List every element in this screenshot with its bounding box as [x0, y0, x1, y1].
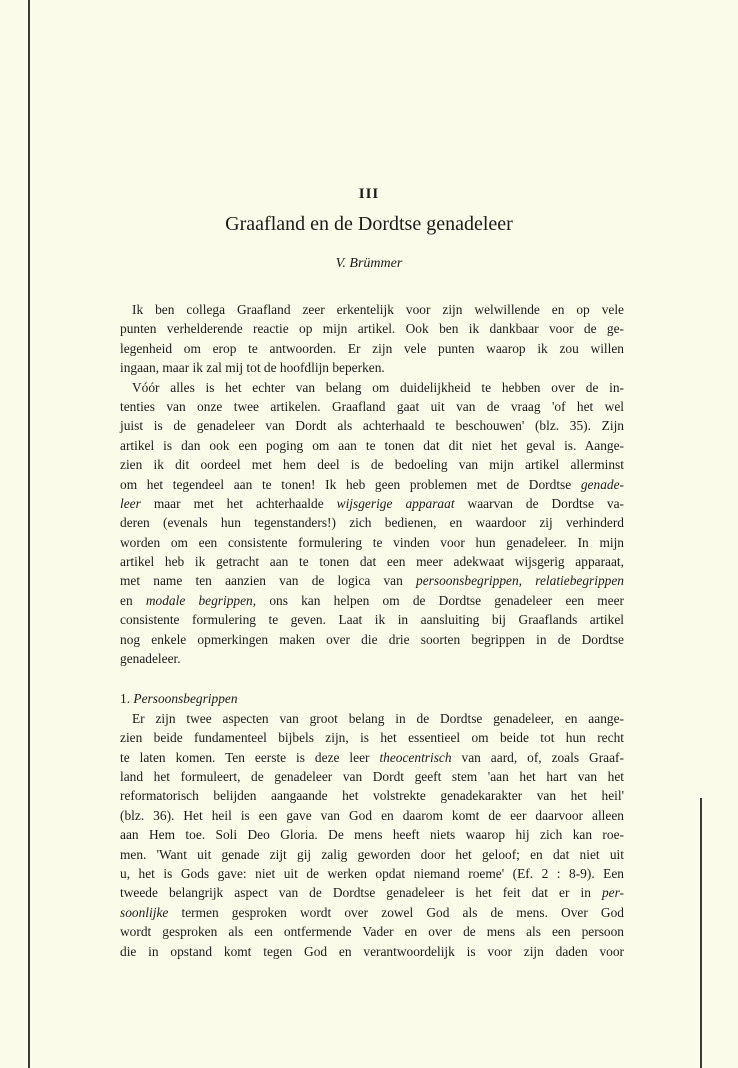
section-1-line: zien beide fundamenteel bijbels zijn, is het essentieel om beide tot hun recht — [120, 730, 624, 746]
text-run: te laten komen. Ten eerste is deze leer — [120, 749, 370, 765]
text-run: met name ten aanzien van de logica van — [120, 573, 403, 589]
paragraph-1-line: ingaan, maar ik zal mij tot de hoofdlijn beperken. — [120, 360, 385, 376]
body-text — [120, 300, 624, 961]
paragraph-2-line: worden om een consistente formulering te vinden voor hun genadeleer. In mijn — [120, 534, 624, 550]
paragraph-2-line: Vóór alles is het echter van belang om duidelijkheid te hebben over de in- — [132, 379, 624, 395]
emphasis-run: wijsgerige apparaat — [336, 495, 455, 511]
article-author: V. Brümmer — [335, 256, 403, 271]
section-1-line: wordt gesproken als een ontfermende Vader en over de mens als een persoon — [120, 924, 624, 940]
paragraph-2-line: juist is de genadeleer van Dordt als achterhaald te beschouwen' (blz. 35). Zijn — [120, 418, 624, 434]
text-run: waarvan de Dordtse va- — [467, 495, 624, 511]
section-1-line: reformatorisch belijden aangaande het volstrekte genadekarakter van het heil' — [120, 788, 624, 804]
section-1-line: Er zijn twee aspecten van groot belang in de Dordtse genadeleer, en aange- — [132, 710, 624, 726]
section-number: 1. — [120, 691, 131, 707]
section-heading — [120, 689, 624, 708]
paragraph-2-line: consistente formulering te geven. Laat ik in aansluiting bij Graaflands artikel — [120, 612, 624, 628]
paragraph-1-line: punten verhelderende reactie op mijn artikel. Ook ben ik dankbaar voor de ge- — [120, 321, 624, 337]
text-run: termen gesproken wordt over zowel God als de mens. Over God — [181, 904, 624, 920]
section-1-line — [120, 903, 624, 922]
paragraph-2-line: tenties van onze twee artikelen. Graafland gaat uit van de vraag 'of het wel — [120, 398, 624, 414]
paragraph-2-line: zien ik dit oordeel met hem deel is de bedoeling van mijn artikel allerminst — [120, 457, 624, 473]
emphasis-run: modale begrippen, — [145, 592, 257, 608]
section-title: Persoonsbegrippen — [133, 691, 238, 707]
paragraph-2-line — [120, 591, 624, 610]
emphasis-run: soonlijke — [120, 904, 169, 920]
emphasis-run: persoonsbegrippen, relatiebegrippen — [416, 573, 624, 589]
emphasis-run: leer — [120, 495, 141, 511]
emphasis-run: genade- — [580, 476, 624, 492]
paragraph-2-line: genadeleer. — [120, 651, 181, 667]
paragraph-1-line: legenheid om erop te antwoorden. Er zijn vele punten waarop ik zou willen — [120, 340, 624, 356]
paragraph-2-line: artikel is dan ook een poging om aan te tonen dat dit niet het geval is. Aange- — [120, 437, 624, 453]
section-1-line: u, het is Gods gave: niet uit de werken opdat niemand roeme' (Ef. 2 : 8-9). Een — [120, 865, 624, 881]
emphasis-run: per- — [601, 885, 624, 901]
text-run: om het tegendeel aan te tonen! Ik heb geen problemen met de Dordtse — [120, 476, 572, 492]
paragraph-2-line — [120, 494, 624, 513]
chapter-number: III — [358, 186, 380, 202]
text-run: ons kan helpen om de Dordtse genadeleer een meer — [269, 592, 624, 608]
text-run: maar met het achterhaalde — [153, 495, 324, 511]
paragraph-1-line: Ik ben collega Graafland zeer erkentelijk voor zijn welwillende en op vele — [132, 302, 624, 317]
section-1-line: (blz. 36). Het heil is een gave van God en daarom komt de eer daarvoor alleen — [120, 807, 624, 823]
section-1-line — [120, 748, 624, 767]
paragraph-2-line — [120, 475, 624, 494]
paragraph-2-line: deren (evenals hun tegenstanders!) zich bedienen, en waardoor zij verhinderd — [120, 515, 624, 531]
emphasis-run: theocentrisch — [379, 749, 452, 765]
article-title: Graafland en de Dordtse genadeleer — [225, 213, 513, 235]
section-1-line: men. 'Want uit genade zijt gij zalig geworden door het geloof; en dat niet uit — [120, 846, 624, 862]
section-1-line: aan Hem toe. Soli Deo Gloria. De mens heeft niets waarop hij zich kan roe- — [120, 827, 624, 843]
text-run: tweede belangrijk aspect van de Dordtse genadeleer is het feit dat er in — [120, 885, 591, 901]
text-run: van aard, of, zoals Graaf- — [461, 749, 624, 765]
paragraph-2-line: artikel heb ik getracht aan te tonen dat een meer adekwaat wijsgerig apparaat, — [120, 554, 624, 570]
paragraph-2-line: nog enkele opmerkingen maken over die drie soorten begrippen in de Dordtse — [120, 631, 624, 647]
text-run: en — [120, 592, 133, 608]
paragraph-2-line — [120, 571, 624, 590]
section-1-line — [120, 883, 624, 902]
section-1-line: die in opstand komt tegen God en verantwoordelijk is voor zijn daden voor — [120, 943, 624, 959]
section-1-line: land het formuleert, de genadeleer van Dordt geeft stem 'aan het hart van het — [120, 768, 624, 784]
